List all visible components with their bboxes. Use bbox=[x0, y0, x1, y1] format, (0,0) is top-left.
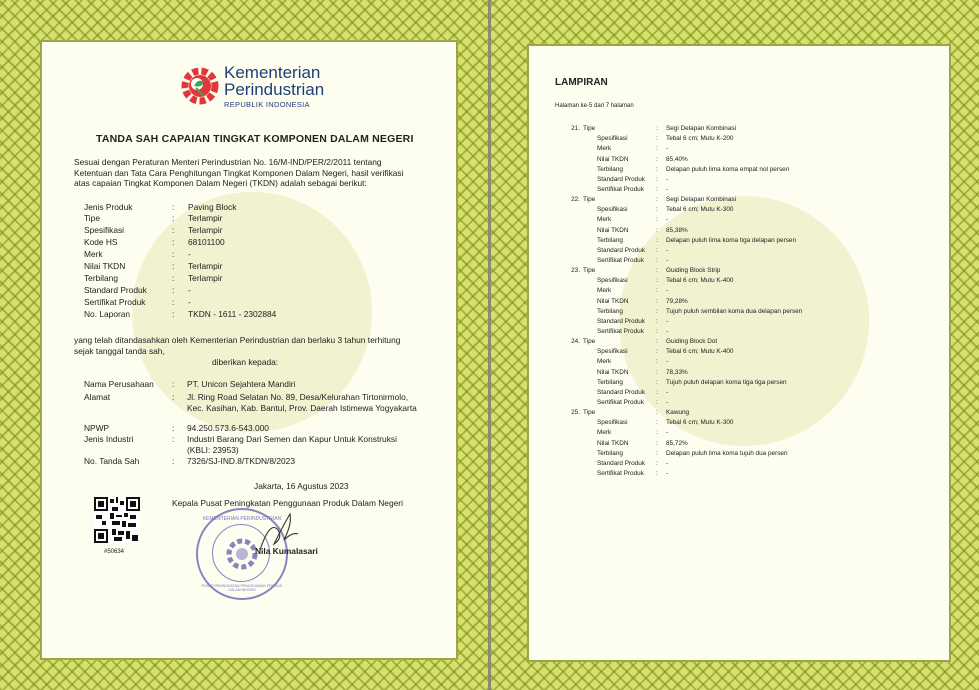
item-field-label: Tipe bbox=[583, 267, 596, 274]
validity-text: yang telah ditandasahkan oleh Kementerian Perindustrian dan berlaku 3 tahun terhitung sejak tanggal tanda sah, bbox=[74, 335, 401, 356]
qr-code-number: #50634 bbox=[104, 549, 125, 555]
item-field-value: Guiding Block Strip bbox=[666, 267, 721, 274]
separator-colon: : bbox=[656, 460, 658, 467]
item-field-label: Spesifikasi bbox=[597, 419, 628, 427]
item-field-label: Standard Produk bbox=[597, 460, 645, 467]
separator-colon: : bbox=[656, 216, 658, 224]
gear-icon bbox=[180, 64, 220, 108]
item-field-value: Tujuh puluh sembilan koma dua delapan persen bbox=[666, 307, 803, 315]
separator-colon: : bbox=[656, 399, 658, 407]
item-field-label: Sertifikat Produk bbox=[597, 470, 644, 478]
item-field-value: Delapan puluh lima koma tiga delapan persen bbox=[666, 236, 797, 244]
item-field-value: - bbox=[666, 328, 669, 336]
item-field-value: 85,72% bbox=[666, 439, 688, 447]
product-row bbox=[84, 309, 276, 319]
attachment-item bbox=[562, 408, 862, 479]
item-field-label: Nilai TKDN bbox=[597, 155, 629, 163]
company-field-label: Alamat bbox=[84, 392, 111, 402]
item-field-label: Merk bbox=[597, 216, 612, 224]
intro-paragraph: Sesuai dengan Peraturan Menteri Perindustrian No. 16/M-IND/PER/2/2011 tentang Ketentuan dan Tata Cara Penghitungan Tingkat Komponen Dalam Negeri, hasil verifikasi atas capaian Tingkat Komponen Dalam Negeri (TKDN) adalah sebagai berikut: bbox=[74, 157, 404, 188]
item-field-value: 85,38% bbox=[666, 226, 688, 234]
logo-line-3: REPUBLIK INDONESIA bbox=[224, 100, 310, 109]
separator-colon: : bbox=[172, 392, 175, 402]
item-field-value: - bbox=[666, 389, 669, 396]
product-field-value: Paving Block bbox=[188, 202, 237, 212]
separator-colon: : bbox=[656, 176, 658, 183]
product-field-value: Terlampir bbox=[188, 213, 223, 223]
item-field-value: Kawung bbox=[666, 409, 690, 416]
item-field-label: Merk bbox=[597, 287, 612, 295]
item-field-label: Nilai TKDN bbox=[597, 368, 629, 376]
separator-colon: : bbox=[172, 297, 175, 307]
item-number: 23. bbox=[571, 267, 580, 274]
item-number: 25. bbox=[571, 409, 580, 416]
separator-colon: : bbox=[172, 225, 175, 235]
logo-line-1: Kementerian bbox=[224, 63, 321, 82]
product-field-value: - bbox=[188, 285, 191, 295]
product-row bbox=[84, 225, 222, 235]
item-field-label: Terbilang bbox=[597, 236, 623, 244]
item-field-label: Merk bbox=[597, 429, 612, 437]
product-field-label: Standard Produk bbox=[84, 285, 147, 295]
logo-line-2: Perindustrian bbox=[224, 80, 325, 99]
item-field-value: - bbox=[666, 287, 669, 295]
item-field-label: Standard Produk bbox=[597, 176, 645, 183]
attachment-item bbox=[562, 124, 862, 195]
item-field-label: Nilai TKDN bbox=[597, 297, 629, 305]
item-field-value: - bbox=[666, 318, 669, 325]
item-field-label: Sertifikat Produk bbox=[597, 399, 644, 407]
company-field-value: 94.250.573.6-543.000 bbox=[187, 423, 269, 433]
product-field-label: Nilai TKDN bbox=[84, 261, 126, 271]
company-field-value: Industri Barang Dari Semen dan Kapur Untuk Konstruksi (KBLI: 23953) bbox=[187, 434, 397, 455]
item-field-label: Terbilang bbox=[597, 378, 623, 386]
product-row bbox=[84, 273, 222, 283]
item-field-value: - bbox=[666, 176, 669, 183]
item-field-label: Tipe bbox=[583, 338, 596, 345]
separator-colon: : bbox=[656, 186, 658, 194]
separator-colon: : bbox=[172, 309, 175, 319]
qr-code-icon bbox=[94, 497, 140, 543]
item-field-value: - bbox=[666, 216, 669, 224]
separator-colon: : bbox=[656, 257, 658, 265]
separator-colon: : bbox=[656, 226, 658, 234]
separator-colon: : bbox=[656, 348, 658, 356]
separator-colon: : bbox=[656, 165, 658, 173]
company-field-value: Jl. Ring Road Selatan No. 89, Desa/Kelurahan Tirtonirmolo, Kec. Kasihan, Kab. Bantul, Prov. Daerah Istimewa Yogyakarta bbox=[187, 392, 417, 413]
attachment-item bbox=[562, 337, 862, 408]
product-field-label: Tipe bbox=[84, 213, 100, 223]
item-field-label: Sertifikat Produk bbox=[597, 257, 644, 265]
product-field-label: Spesifikasi bbox=[84, 225, 125, 235]
signer-name: Nila Kumalasari bbox=[255, 546, 318, 556]
separator-colon: : bbox=[656, 125, 658, 132]
attachment-item bbox=[562, 195, 862, 266]
page-note: Halaman ke-5 dari 7 halaman bbox=[555, 103, 634, 109]
separator-colon: : bbox=[656, 277, 658, 285]
product-row bbox=[84, 237, 225, 247]
product-field-value: Terlampir bbox=[188, 225, 223, 235]
attachment-item bbox=[562, 266, 862, 337]
product-field-label: Sertifikat Produk bbox=[84, 297, 146, 307]
item-field-label: Standard Produk bbox=[597, 247, 645, 254]
item-field-value: - bbox=[666, 399, 669, 407]
company-field-label: No. Tanda Sah bbox=[84, 456, 140, 466]
separator-colon: : bbox=[172, 434, 175, 444]
item-field-value: Tebal 6 cm; Mutu K-200 bbox=[666, 135, 734, 143]
product-row bbox=[84, 249, 191, 259]
item-field-value: Guiding Block Dot bbox=[666, 338, 718, 345]
separator-colon: : bbox=[172, 379, 175, 389]
company-field-label: NPWP bbox=[84, 423, 110, 433]
item-number: 21. bbox=[571, 125, 580, 132]
item-number: 24. bbox=[571, 338, 580, 345]
item-field-value: - bbox=[666, 186, 669, 194]
product-row bbox=[84, 297, 191, 307]
product-field-value: Terlampir bbox=[188, 273, 223, 283]
product-row bbox=[84, 202, 236, 212]
company-field-label: Nama Perusahaan bbox=[84, 379, 154, 389]
separator-colon: : bbox=[656, 236, 658, 244]
product-row bbox=[84, 261, 222, 271]
item-field-value: - bbox=[666, 145, 669, 153]
item-field-label: Tipe bbox=[583, 409, 596, 416]
separator-colon: : bbox=[656, 318, 658, 325]
separator-colon: : bbox=[656, 328, 658, 336]
product-field-value: TKDN - 1611 - 2302884 bbox=[188, 309, 277, 319]
item-field-label: Nilai TKDN bbox=[597, 439, 629, 447]
separator-colon: : bbox=[656, 307, 658, 315]
item-field-value: Segi Delapan Kombinasi bbox=[666, 125, 736, 132]
item-field-value: Delapan puluh lima koma empat nol persen bbox=[666, 165, 790, 173]
item-field-value: 78,33% bbox=[666, 368, 688, 376]
item-field-label: Sertifikat Produk bbox=[597, 328, 644, 336]
item-field-value: - bbox=[666, 429, 669, 437]
item-field-label: Spesifikasi bbox=[597, 277, 628, 285]
separator-colon: : bbox=[656, 338, 658, 345]
item-field-label: Tipe bbox=[583, 125, 596, 132]
separator-colon: : bbox=[172, 249, 175, 259]
item-field-label: Spesifikasi bbox=[597, 206, 628, 214]
product-row bbox=[84, 285, 191, 295]
item-field-value: 85,40% bbox=[666, 155, 688, 163]
separator-colon: : bbox=[656, 206, 658, 214]
item-field-value: - bbox=[666, 470, 669, 478]
item-field-label: Standard Produk bbox=[597, 389, 645, 396]
separator-colon: : bbox=[172, 423, 175, 433]
separator-colon: : bbox=[172, 213, 175, 223]
separator-colon: : bbox=[172, 237, 175, 247]
item-field-value: Tebal 6 cm; Mutu K-400 bbox=[666, 277, 734, 285]
ministry-logo bbox=[180, 62, 328, 112]
item-field-label: Terbilang bbox=[597, 449, 623, 457]
item-field-label: Sertifikat Produk bbox=[597, 186, 644, 194]
item-field-value: - bbox=[666, 460, 669, 467]
separator-colon: : bbox=[172, 202, 175, 212]
item-field-label: Terbilang bbox=[597, 165, 623, 173]
item-field-value: Tebal 6 cm; Mutu K-300 bbox=[666, 206, 734, 214]
item-field-label: Nilai TKDN bbox=[597, 226, 629, 234]
product-field-value: - bbox=[188, 297, 191, 307]
signer-title: Kepala Pusat Peningkatan Penggunaan Produk Dalam Negeri bbox=[172, 498, 403, 508]
item-field-value: - bbox=[666, 247, 669, 254]
separator-colon: : bbox=[656, 247, 658, 254]
separator-colon: : bbox=[656, 439, 658, 447]
separator-colon: : bbox=[656, 135, 658, 143]
product-field-label: Kode HS bbox=[84, 237, 118, 247]
stamp-text-bottom: PUSAT PENINGKATAN PENGGUNAAN PRODUK DALAM NEGERI bbox=[201, 584, 283, 592]
company-field-label: Jenis Industri bbox=[84, 434, 134, 444]
separator-colon: : bbox=[656, 196, 658, 203]
product-field-label: Merk bbox=[84, 249, 103, 259]
item-field-label: Standard Produk bbox=[597, 318, 645, 325]
certificate-title: TANDA SAH CAPAIAN TINGKAT KOMPONEN DALAM NEGERI bbox=[96, 133, 414, 145]
item-field-label: Spesifikasi bbox=[597, 348, 628, 356]
item-field-value: Segi Delapan Kombinasi bbox=[666, 196, 736, 203]
item-field-label: Terbilang bbox=[597, 307, 623, 315]
separator-colon: : bbox=[656, 378, 658, 386]
separator-colon: : bbox=[656, 267, 658, 274]
given-to-text: diberikan kepada: bbox=[212, 357, 279, 367]
separator-colon: : bbox=[656, 145, 658, 153]
item-field-value: Tujuh puluh delapan koma tiga tiga persen bbox=[666, 378, 787, 386]
item-field-value: - bbox=[666, 257, 669, 265]
item-field-label: Spesifikasi bbox=[597, 135, 628, 143]
company-field-value: PT. Unicon Sejahtera Mandiri bbox=[187, 379, 296, 389]
place-date: Jakarta, 16 Agustus 2023 bbox=[254, 481, 349, 491]
product-field-value: Terlampir bbox=[188, 261, 223, 271]
separator-colon: : bbox=[656, 287, 658, 295]
separator-colon: : bbox=[656, 368, 658, 376]
separator-colon: : bbox=[172, 456, 175, 466]
company-field-value: 7326/SJ-IND.8/TKDN/8/2023 bbox=[187, 456, 295, 466]
stamp-text-top: KEMENTERIAN PERINDUSTRIAN bbox=[202, 516, 282, 522]
item-field-value: Tebal 6 cm; Mutu K-300 bbox=[666, 419, 734, 427]
separator-colon: : bbox=[656, 358, 658, 366]
certificate-page bbox=[0, 0, 488, 690]
item-number: 22. bbox=[571, 196, 580, 203]
item-field-value: Delapan puluh lima koma tujuh dua persen bbox=[666, 449, 788, 457]
separator-colon: : bbox=[172, 285, 175, 295]
separator-colon: : bbox=[656, 429, 658, 437]
separator-colon: : bbox=[656, 470, 658, 478]
separator-colon: : bbox=[656, 155, 658, 163]
separator-colon: : bbox=[172, 273, 175, 283]
product-field-value: - bbox=[188, 249, 191, 259]
separator-colon: : bbox=[172, 261, 175, 271]
item-field-value: - bbox=[666, 358, 669, 366]
separator-colon: : bbox=[656, 297, 658, 305]
item-field-label: Merk bbox=[597, 145, 612, 153]
attachment-title: LAMPIRAN bbox=[555, 77, 608, 88]
item-field-label: Tipe bbox=[583, 196, 596, 203]
separator-colon: : bbox=[656, 389, 658, 396]
product-field-value: 68101100 bbox=[188, 237, 225, 247]
item-field-label: Merk bbox=[597, 358, 612, 366]
separator-colon: : bbox=[656, 409, 658, 416]
separator-colon: : bbox=[656, 449, 658, 457]
product-field-label: Terbilang bbox=[84, 273, 118, 283]
item-field-value: 79,28% bbox=[666, 297, 688, 305]
product-row bbox=[84, 213, 222, 223]
separator-colon: : bbox=[656, 419, 658, 427]
item-field-value: Tebal 6 cm; Mutu K-400 bbox=[666, 348, 734, 356]
product-field-label: No. Laporan bbox=[84, 309, 131, 319]
product-field-label: Jenis Produk bbox=[84, 202, 133, 212]
